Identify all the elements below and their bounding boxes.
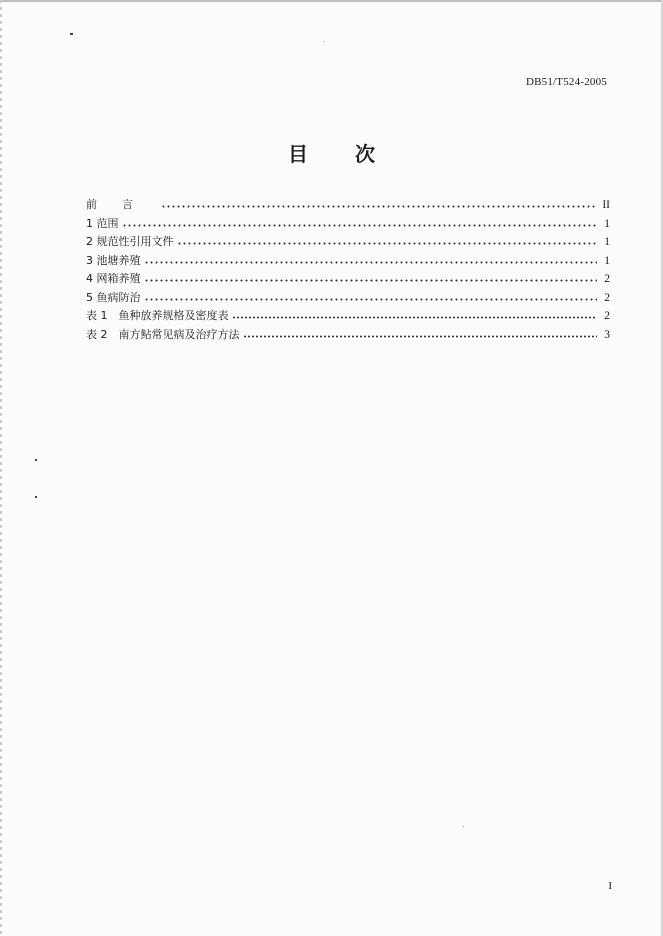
scan-speck [323,41,324,42]
toc-title-char: 次 [354,142,375,166]
scan-speck [35,459,37,461]
toc-title-char: 目 [288,142,309,166]
scan-speck [35,496,37,498]
scan-edge-top [0,0,663,2]
toc-entry-page: 1 [604,236,610,248]
toc-entry-page: 2 [604,310,610,322]
toc-entry-page: 2 [604,273,610,285]
toc-entry-table-1[interactable] [86,307,610,326]
toc-title [0,138,663,167]
toc-entry-label: 3 池塘养殖 [86,253,141,267]
toc-entry-label: 5 鱼病防治 [86,290,141,304]
toc-entry-label: 表 2 南方鲇常见病及治疗方法 [86,327,240,341]
toc-entry-label: 表 1 鱼种放养规格及密度表 [86,309,229,322]
scan-speck [70,33,73,35]
toc-leader-dots [161,200,597,208]
table-of-contents [86,196,610,344]
toc-entry-foreword[interactable] [86,196,610,215]
toc-leader-dots [177,237,598,245]
toc-entry-scope[interactable] [86,215,610,234]
toc-entry-page: 2 [604,291,610,304]
toc-entry-disease-control[interactable] [86,289,610,308]
toc-entry-label: 1 范围 [86,216,119,230]
toc-entry-pond-culture[interactable] [86,252,610,271]
toc-entry-page: 1 [604,217,610,230]
toc-leader-dots [144,274,598,282]
toc-entry-cage-culture[interactable] [86,270,610,289]
toc-leader-dots [144,293,598,301]
page-number: I [608,880,612,892]
toc-entry-label: 4 网箱养殖 [86,272,141,285]
toc-leader-dots [144,256,598,264]
toc-entry-normative-references[interactable] [86,233,610,252]
toc-entry-label: 前言 [86,198,158,211]
scan-speck [463,826,464,827]
document-code: DB51/T524-2005 [525,76,607,88]
toc-leader-dots [243,330,598,338]
toc-entry-page: 1 [604,254,610,267]
toc-leader-dots [122,219,598,227]
toc-entry-page: 3 [604,328,610,341]
toc-leader-dots [232,311,598,319]
toc-entry-page: II [602,199,610,211]
toc-entry-table-2[interactable] [86,326,610,345]
toc-entry-label: 2 规范性引用文件 [86,235,174,248]
